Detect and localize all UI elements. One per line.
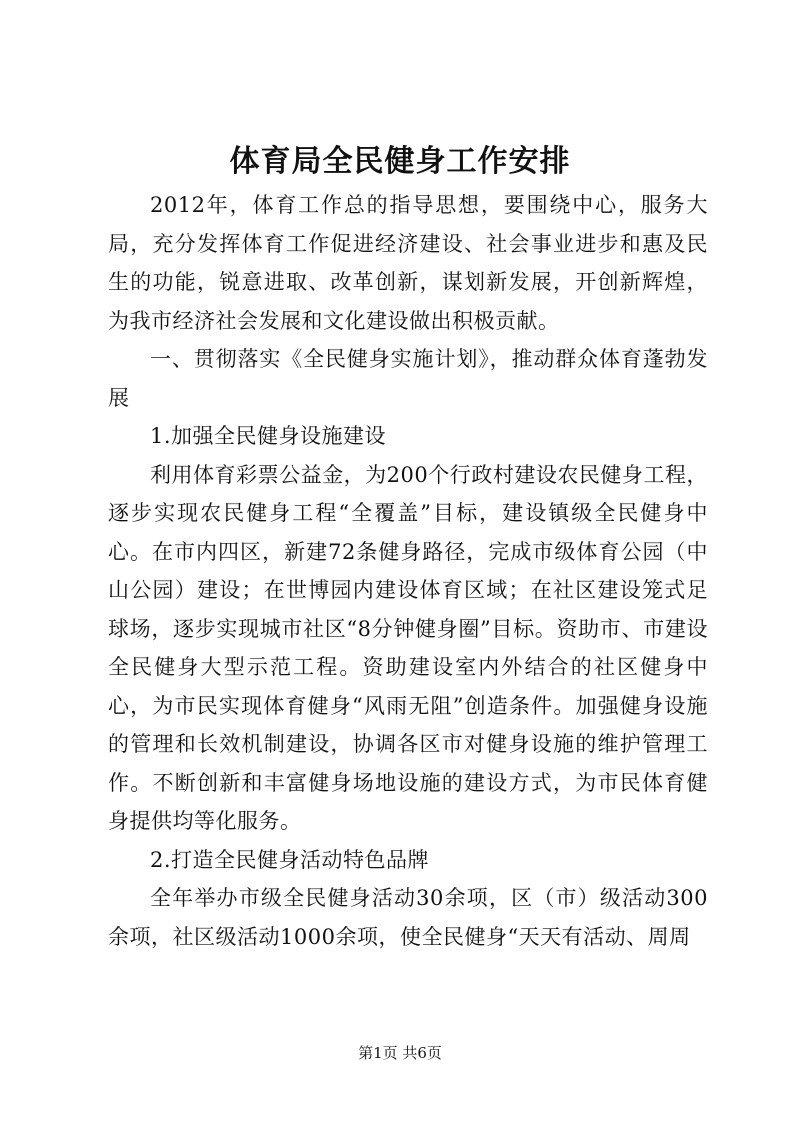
paragraph-intro: 2012年，体育工作总的指导思想，要围绕中心，服务大局，充分发挥体育工作促进经济建设、社会事业进步和惠及民生的功能，锐意进取、改革创新，谋划新发展，开创新辉煌，为我市经济社会发展和文化建设做出积极贡献。	[108, 193, 708, 333]
page-footer: 第1页 共6页	[358, 1044, 442, 1062]
section-heading-1: 一、贯彻落实《全民健身实施计划》，推动群众体育蓬勃发展	[108, 347, 708, 410]
subsection-heading-1: 1.加强全民健身设施建设	[150, 424, 387, 448]
paragraph-activities: 全年举办市级全民健身活动30余项，区（市）级活动300余项，社区级活动1000余项，使全民健身“天天有活动、周周	[108, 886, 708, 949]
subsection-heading-2: 2.打造全民健身活动特色品牌	[150, 847, 430, 872]
paragraph-facilities: 利用体育彩票公益金，为200个行政村建设农民健身工程，逐步实现农民健身工程“全覆盖”目标，建设镇级全民健身中心。在市内四区，新建72条健身路径，完成市级体育公园（中山公园）建设；在世博园内建设体育区域；在社区建设笼式足球场，逐步实现城市社区“8分钟健身圈”目标。资助市、市建设全民健身大型示范工程。资助建设室内外结合的社区健身中心，为市民实现体育健身“风雨无阻”创造条件。加强健身设施的管理和长效机制建设，协调各区市对健身设施的维护管理工作。不断创新和丰富健身场地设施的建设方式，为市民体育健身提供均等化服务。	[108, 462, 708, 833]
document-title: 体育局全民健身工作安排	[229, 144, 571, 179]
document-body	[108, 186, 708, 956]
